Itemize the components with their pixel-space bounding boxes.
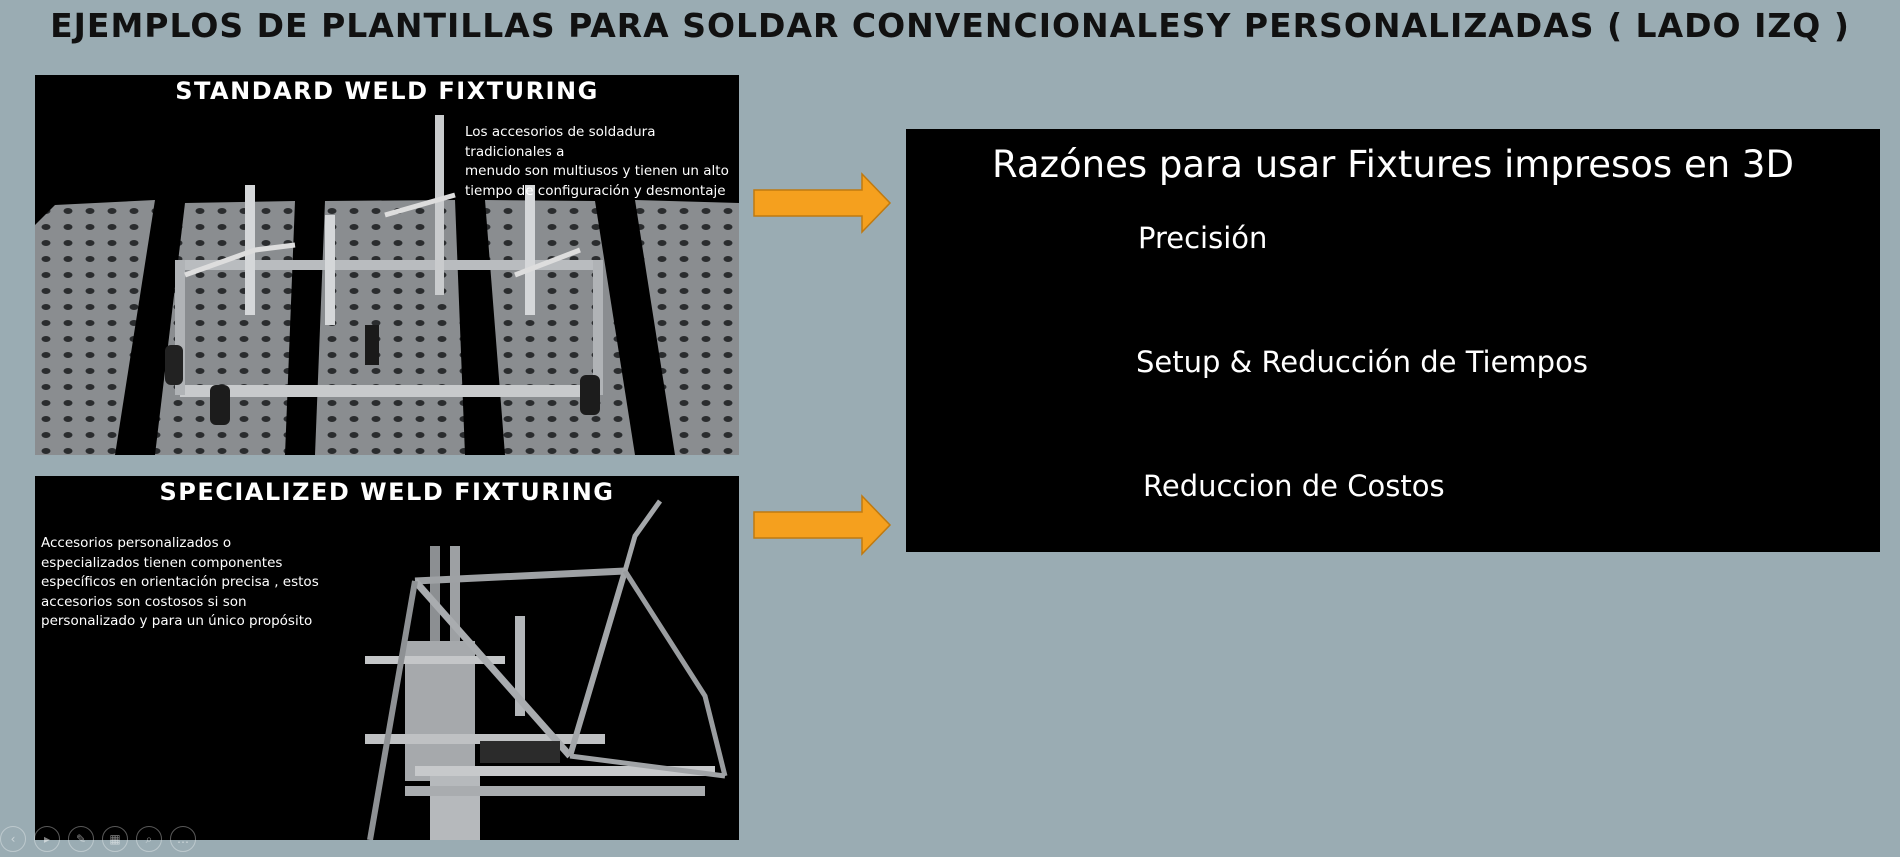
specialized-fixturing-panel	[35, 476, 739, 840]
zoom-icon[interactable]: ⌕	[136, 826, 162, 852]
caption-line: accesorios son costosos si son	[41, 593, 247, 610]
standard-fixturing-panel	[35, 75, 739, 455]
caption-line: menudo son multiusos y tienen un alto	[465, 163, 729, 179]
previous-icon[interactable]: ‹	[0, 826, 26, 852]
standard-heading: STANDARD WELD FIXTURING	[175, 77, 599, 105]
caption-line: Accesorios personalizados o	[41, 535, 232, 551]
reason-item: Reduccion de Costos	[1143, 469, 1445, 503]
specialized-caption	[41, 534, 319, 632]
play-icon[interactable]: ▸	[34, 826, 60, 852]
more-icon[interactable]: …	[170, 826, 196, 852]
standard-caption	[465, 123, 739, 201]
caption-line: personalizado y para un único propósito	[41, 613, 313, 629]
right-arrow-icon	[752, 494, 892, 556]
slideshow-toolbar	[0, 826, 196, 852]
reasons-title: Razónes para usar Fixtures impresos en 3D	[992, 143, 1794, 186]
caption-line: Los accesorios de soldadura tradicionales a	[465, 124, 656, 160]
pen-icon[interactable]: ✎	[68, 826, 94, 852]
reason-item: Setup & Reducción de Tiempos	[1136, 345, 1588, 379]
reasons-panel	[906, 129, 1880, 552]
reason-item: Precisión	[1138, 221, 1268, 255]
caption-line: específicos en orientación precisa , estos	[41, 574, 319, 590]
bicycle-frame-fixture-photo	[35, 476, 739, 840]
slide-title: EJEMPLOS DE PLANTILLAS PARA SOLDAR CONVENCIONALESY PERSONALIZADAS ( LADO IZQ )	[50, 6, 1850, 45]
right-arrow-icon	[752, 172, 892, 234]
specialized-heading: SPECIALIZED WELD FIXTURING	[159, 478, 615, 506]
slides-icon[interactable]: ▦	[102, 826, 128, 852]
caption-line: especializados tienen componentes	[41, 554, 283, 571]
caption-line: tiempo de configuración y desmontaje	[465, 182, 726, 199]
